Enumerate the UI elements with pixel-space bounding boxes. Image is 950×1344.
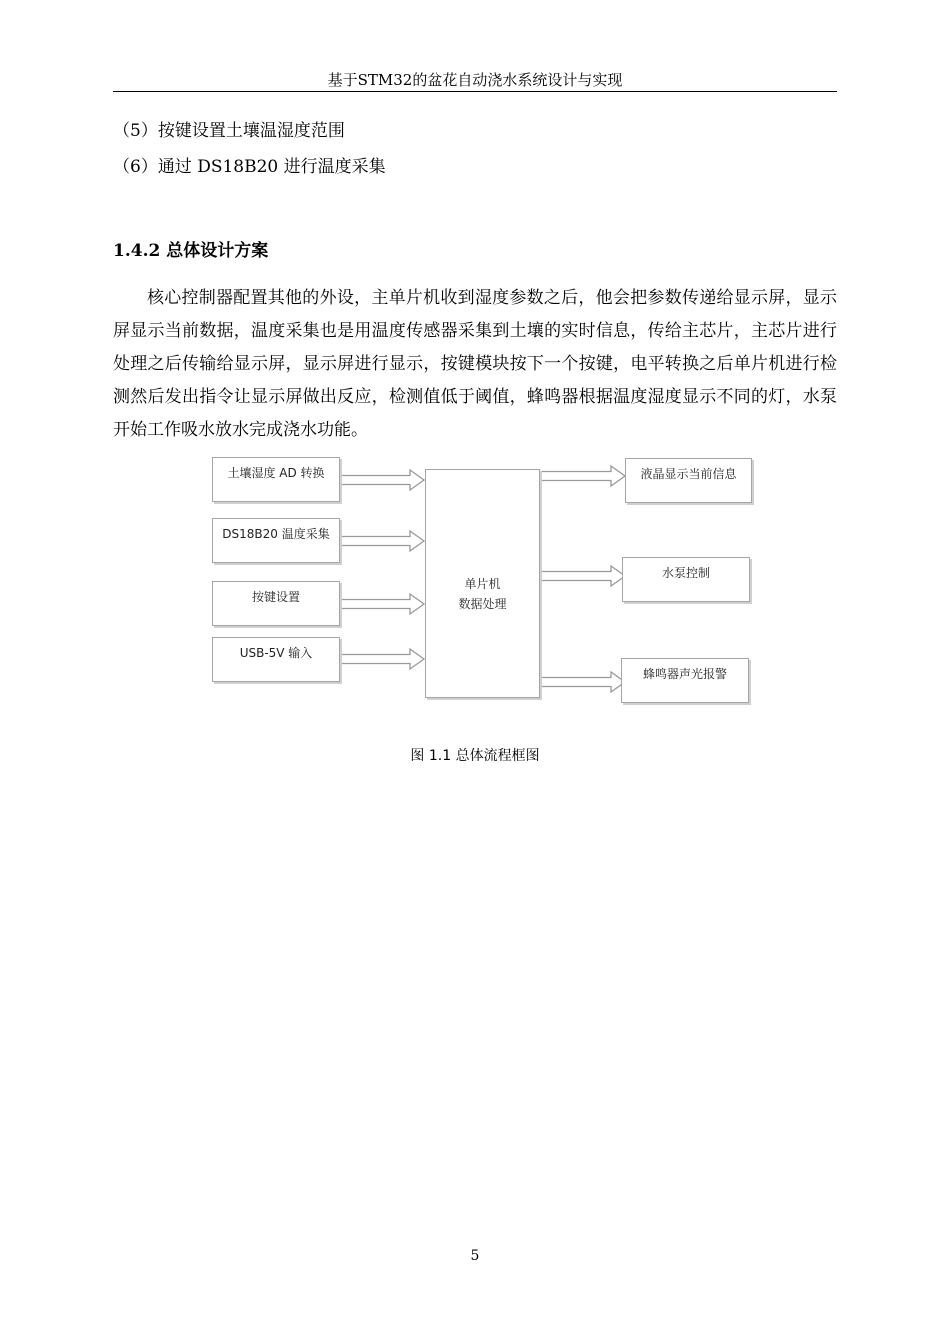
output-label-buzzer: 蜂鸣器声光报警 <box>642 667 727 681</box>
input-box-usb <box>212 637 340 682</box>
center-label-processing: 数据处理 <box>458 597 507 611</box>
output-box-buzzer <box>621 658 749 703</box>
arrow-output-1 <box>541 466 625 486</box>
input-box-keys <box>212 581 340 626</box>
input-label-usb: USB-5V 输入 <box>239 646 313 660</box>
center-box-mcu <box>425 469 540 698</box>
page-header: 基于STM32的盆花自动浇水系统设计与实现 <box>327 71 623 89</box>
arrow-input-1 <box>340 470 424 490</box>
center-label-mcu: 单片机 <box>464 577 501 591</box>
arrow-input-3 <box>340 594 424 614</box>
output-box-pump <box>622 557 750 602</box>
body-paragraph: 核心控制器配置其他的外设，主单片机收到湿度参数之后，他会把参数传递给显示屏，显示屏显示当前数据，温度采集也是用温度传感器采集到土壤的实时信息，传给主芯片，主芯片进行处理之后传输给显示屏，显示屏进行显示，按键模块按下一个按键，电平转换之后单片机进行检测然后发出指令让显示屏做出反应，检测值低于阈值，蜂鸣器根据温度湿度显示不同的灯，水泵开始工作吸水放水完成浇水功能。 <box>113 288 837 440</box>
arrow-input-2 <box>340 531 424 551</box>
input-label-ds18b20: DS18B20 温度采集 <box>222 527 330 541</box>
section-heading: 1.4.2 总体设计方案 <box>113 241 269 261</box>
output-label-lcd: 液晶显示当前信息 <box>640 467 737 481</box>
arrow-input-4 <box>340 649 424 669</box>
arrow-output-2 <box>541 566 625 586</box>
list-item-5: （5）按键设置土壤温湿度范围 <box>113 121 345 141</box>
page-number: 5 <box>470 1248 480 1264</box>
figure-caption: 图 1.1 总体流程框图 <box>410 748 540 764</box>
list-item-6: （6）通过 DS18B20 进行温度采集 <box>113 157 386 177</box>
input-box-soil-humidity <box>212 457 340 502</box>
input-label-keys: 按键设置 <box>251 590 300 604</box>
output-box-lcd <box>625 458 752 503</box>
input-label-soil-humidity: 土壤湿度 AD 转换 <box>227 466 325 480</box>
input-box-ds18b20 <box>212 518 340 563</box>
arrow-output-3 <box>541 672 625 692</box>
output-label-pump: 水泵控制 <box>661 566 710 580</box>
